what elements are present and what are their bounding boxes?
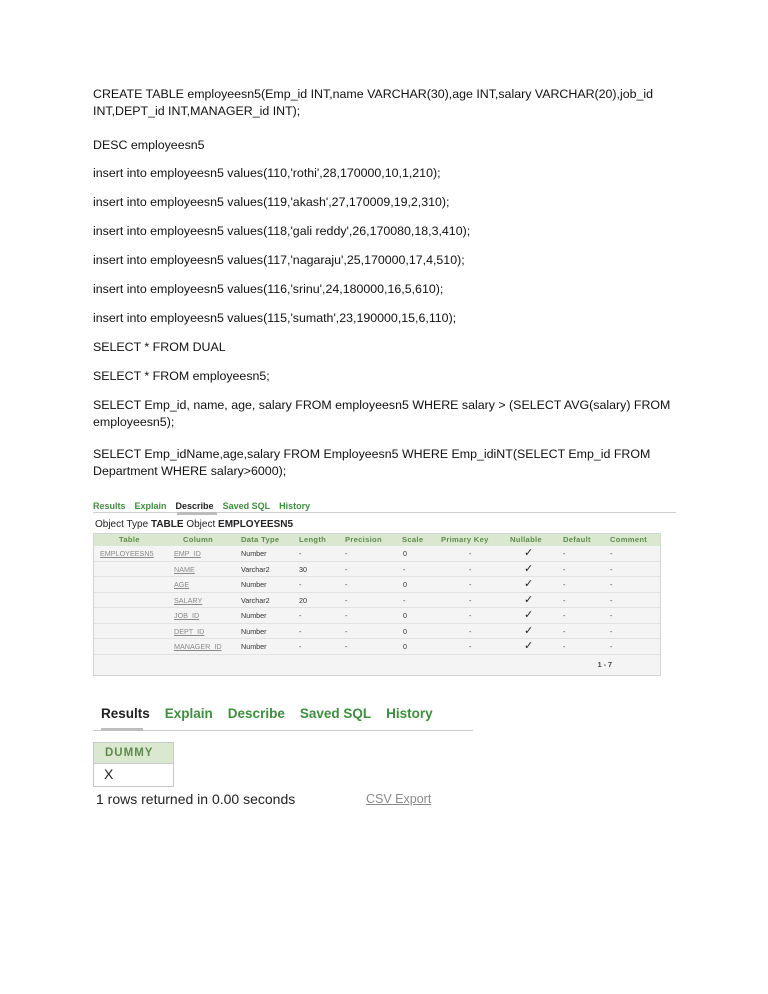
cell-default: - bbox=[563, 642, 566, 651]
object-value: EMPLOYEESN5 bbox=[218, 519, 294, 530]
table-row bbox=[94, 624, 660, 640]
results-tab-bar bbox=[101, 706, 448, 721]
col-header-primary-key: Primary Key bbox=[441, 535, 489, 544]
sql-select-dual: SELECT * FROM DUAL bbox=[93, 340, 226, 354]
cell-primary-key: - bbox=[469, 595, 472, 605]
tab-divider bbox=[93, 730, 473, 731]
tab-describe[interactable]: Describe bbox=[227, 706, 285, 721]
cell-type: Varchar2 bbox=[241, 564, 270, 574]
cell-comment: - bbox=[610, 564, 613, 574]
tab-explain[interactable]: Explain bbox=[164, 706, 213, 721]
cell-column[interactable]: JOB_ID bbox=[174, 611, 200, 620]
tab-results[interactable]: Results bbox=[93, 501, 126, 511]
sql-desc: DESC employeesn5 bbox=[93, 138, 205, 152]
col-header-table: Table bbox=[119, 535, 140, 544]
tab-explain[interactable]: Explain bbox=[134, 501, 167, 511]
col-header-data-type: Data Type bbox=[241, 535, 280, 544]
sql-create-table: CREATE TABLE employeesn5(Emp_id INT,name VARCHAR(30),age INT,salary VARCHAR(20),job_id INT,DEPT_id INT,MANAGER_id INT); bbox=[93, 87, 654, 118]
cell-type: Number bbox=[241, 580, 267, 589]
cell-precision: - bbox=[345, 564, 348, 574]
col-header-precision: Precision bbox=[345, 535, 382, 544]
cell-scale: 0 bbox=[403, 611, 407, 620]
cell-dummy-value: X bbox=[104, 766, 114, 782]
cell-primary-key: - bbox=[469, 549, 472, 558]
cell-scale: - bbox=[403, 564, 406, 574]
object-type-label: Object Type bbox=[95, 519, 149, 530]
table-row bbox=[94, 639, 660, 655]
table-row bbox=[94, 577, 660, 593]
sql-select-dept: SELECT Emp_idName,age,salary FROM Employeesn5 WHERE Emp_idiNT(SELECT Emp_id FROM Department WHERE salary>6000); bbox=[93, 447, 651, 478]
cell-primary-key: - bbox=[469, 611, 472, 620]
object-type-value: TABLE bbox=[150, 519, 184, 530]
col-header-comment: Comment bbox=[610, 535, 648, 544]
cell-column[interactable]: EMP_ID bbox=[174, 549, 201, 558]
sql-select-avg: SELECT Emp_id, name, age, salary FROM employeesn5 WHERE salary > (SELECT AVG(salary) FROM employeesn5); bbox=[93, 398, 671, 429]
col-header-dummy: DUMMY bbox=[94, 743, 173, 764]
result-table bbox=[93, 742, 174, 787]
tab-saved-sql[interactable]: Saved SQL bbox=[299, 706, 372, 721]
cell-scale: - bbox=[403, 595, 406, 605]
cell-comment: - bbox=[610, 642, 613, 651]
check-icon: ✓ bbox=[524, 624, 534, 637]
results-panel bbox=[93, 700, 473, 810]
cell-type: Number bbox=[241, 549, 267, 558]
row-count: 1 - 7 bbox=[597, 660, 612, 669]
describe-panel bbox=[93, 498, 676, 677]
cell-comment: - bbox=[610, 626, 613, 636]
cell-scale: 0 bbox=[403, 580, 407, 589]
cell-table[interactable]: EMPLOYEESN5 bbox=[100, 549, 154, 558]
check-icon: ✓ bbox=[524, 640, 534, 652]
sql-insert-6: insert into employeesn5 values(115,'sumath',23,190000,15,6,110); bbox=[93, 311, 457, 325]
cell-column[interactable]: SALARY bbox=[174, 595, 203, 605]
cell-precision: - bbox=[345, 611, 348, 620]
check-icon: ✓ bbox=[524, 562, 534, 575]
tab-describe[interactable]: Describe bbox=[175, 501, 214, 511]
cell-length: - bbox=[299, 611, 302, 620]
col-header-nullable: Nullable bbox=[510, 535, 542, 544]
cell-default: - bbox=[563, 580, 566, 589]
cell-primary-key: - bbox=[469, 564, 472, 574]
check-icon: ✓ bbox=[524, 578, 534, 590]
cell-comment: - bbox=[610, 549, 613, 558]
cell-length: 20 bbox=[299, 595, 307, 605]
sql-insert-1: insert into employeesn5 values(110,'rothi',28,170000,10,1,210); bbox=[93, 166, 441, 180]
sql-insert-5: insert into employeesn5 values(116,'srinu',24,180000,16,5,610); bbox=[93, 282, 444, 296]
col-header-scale: Scale bbox=[402, 535, 424, 544]
cell-precision: - bbox=[345, 642, 348, 651]
describe-table bbox=[93, 533, 661, 676]
sql-insert-4: insert into employeesn5 values(117,'nagaraju',25,170000,17,4,510); bbox=[93, 253, 465, 267]
cell-column[interactable]: NAME bbox=[174, 564, 195, 574]
cell-length: - bbox=[299, 642, 302, 651]
cell-precision: - bbox=[345, 626, 348, 636]
check-icon: ✓ bbox=[524, 609, 534, 621]
col-header-length: Length bbox=[299, 535, 327, 544]
cell-column[interactable]: MANAGER_ID bbox=[174, 642, 222, 651]
table-row bbox=[94, 562, 660, 578]
cell-primary-key: - bbox=[469, 580, 472, 589]
check-icon: ✓ bbox=[524, 547, 534, 559]
cell-default: - bbox=[563, 595, 566, 605]
col-header-column: Column bbox=[183, 535, 214, 544]
col-header-default: Default bbox=[563, 535, 591, 544]
cell-type: Varchar2 bbox=[241, 595, 270, 605]
table-row bbox=[94, 546, 660, 562]
cell-column[interactable]: AGE bbox=[174, 580, 190, 589]
cell-primary-key: - bbox=[469, 626, 472, 636]
tab-results[interactable]: Results bbox=[101, 706, 150, 721]
cell-scale: 0 bbox=[403, 549, 407, 558]
rows-returned-status: 1 rows returned in 0.00 seconds bbox=[96, 791, 296, 807]
cell-type: Number bbox=[241, 626, 267, 636]
cell-default: - bbox=[563, 611, 566, 620]
cell-primary-key: - bbox=[469, 642, 472, 651]
cell-precision: - bbox=[345, 580, 348, 589]
cell-comment: - bbox=[610, 595, 613, 605]
table-row bbox=[94, 608, 660, 624]
cell-length: - bbox=[299, 549, 302, 558]
tab-history[interactable]: History bbox=[386, 706, 433, 721]
cell-default: - bbox=[563, 626, 566, 636]
sql-insert-2: insert into employeesn5 values(119,'akash',27,170009,19,2,310); bbox=[93, 195, 450, 209]
active-tab-indicator bbox=[101, 728, 143, 731]
cell-comment: - bbox=[610, 580, 613, 589]
cell-scale: 0 bbox=[403, 626, 407, 636]
object-label: Object bbox=[186, 519, 216, 530]
csv-export-link[interactable]: CSV Export bbox=[366, 792, 432, 806]
object-info bbox=[95, 519, 293, 530]
cell-column[interactable]: DEPT_ID bbox=[174, 626, 205, 636]
active-tab-indicator bbox=[177, 512, 217, 515]
cell-precision: - bbox=[345, 549, 348, 558]
cell-length: 30 bbox=[299, 564, 307, 574]
cell-comment: - bbox=[610, 611, 613, 620]
table-row bbox=[94, 593, 660, 609]
cell-precision: - bbox=[345, 595, 348, 605]
cell-length: - bbox=[299, 580, 302, 589]
cell-type: Number bbox=[241, 642, 267, 651]
cell-scale: 0 bbox=[403, 642, 407, 651]
sql-select-all: SELECT * FROM employeesn5; bbox=[93, 369, 270, 383]
cell-length: - bbox=[299, 626, 302, 636]
describe-table-header bbox=[94, 534, 660, 546]
cell-type: Number bbox=[241, 611, 267, 620]
sql-insert-3: insert into employeesn5 values(118,'gali reddy',26,170080,18,3,410); bbox=[93, 224, 471, 238]
tab-saved-sql[interactable]: Saved SQL bbox=[222, 501, 271, 511]
cell-default: - bbox=[563, 564, 566, 574]
cell-default: - bbox=[563, 549, 566, 558]
tab-history[interactable]: History bbox=[279, 501, 311, 511]
check-icon: ✓ bbox=[524, 593, 534, 606]
